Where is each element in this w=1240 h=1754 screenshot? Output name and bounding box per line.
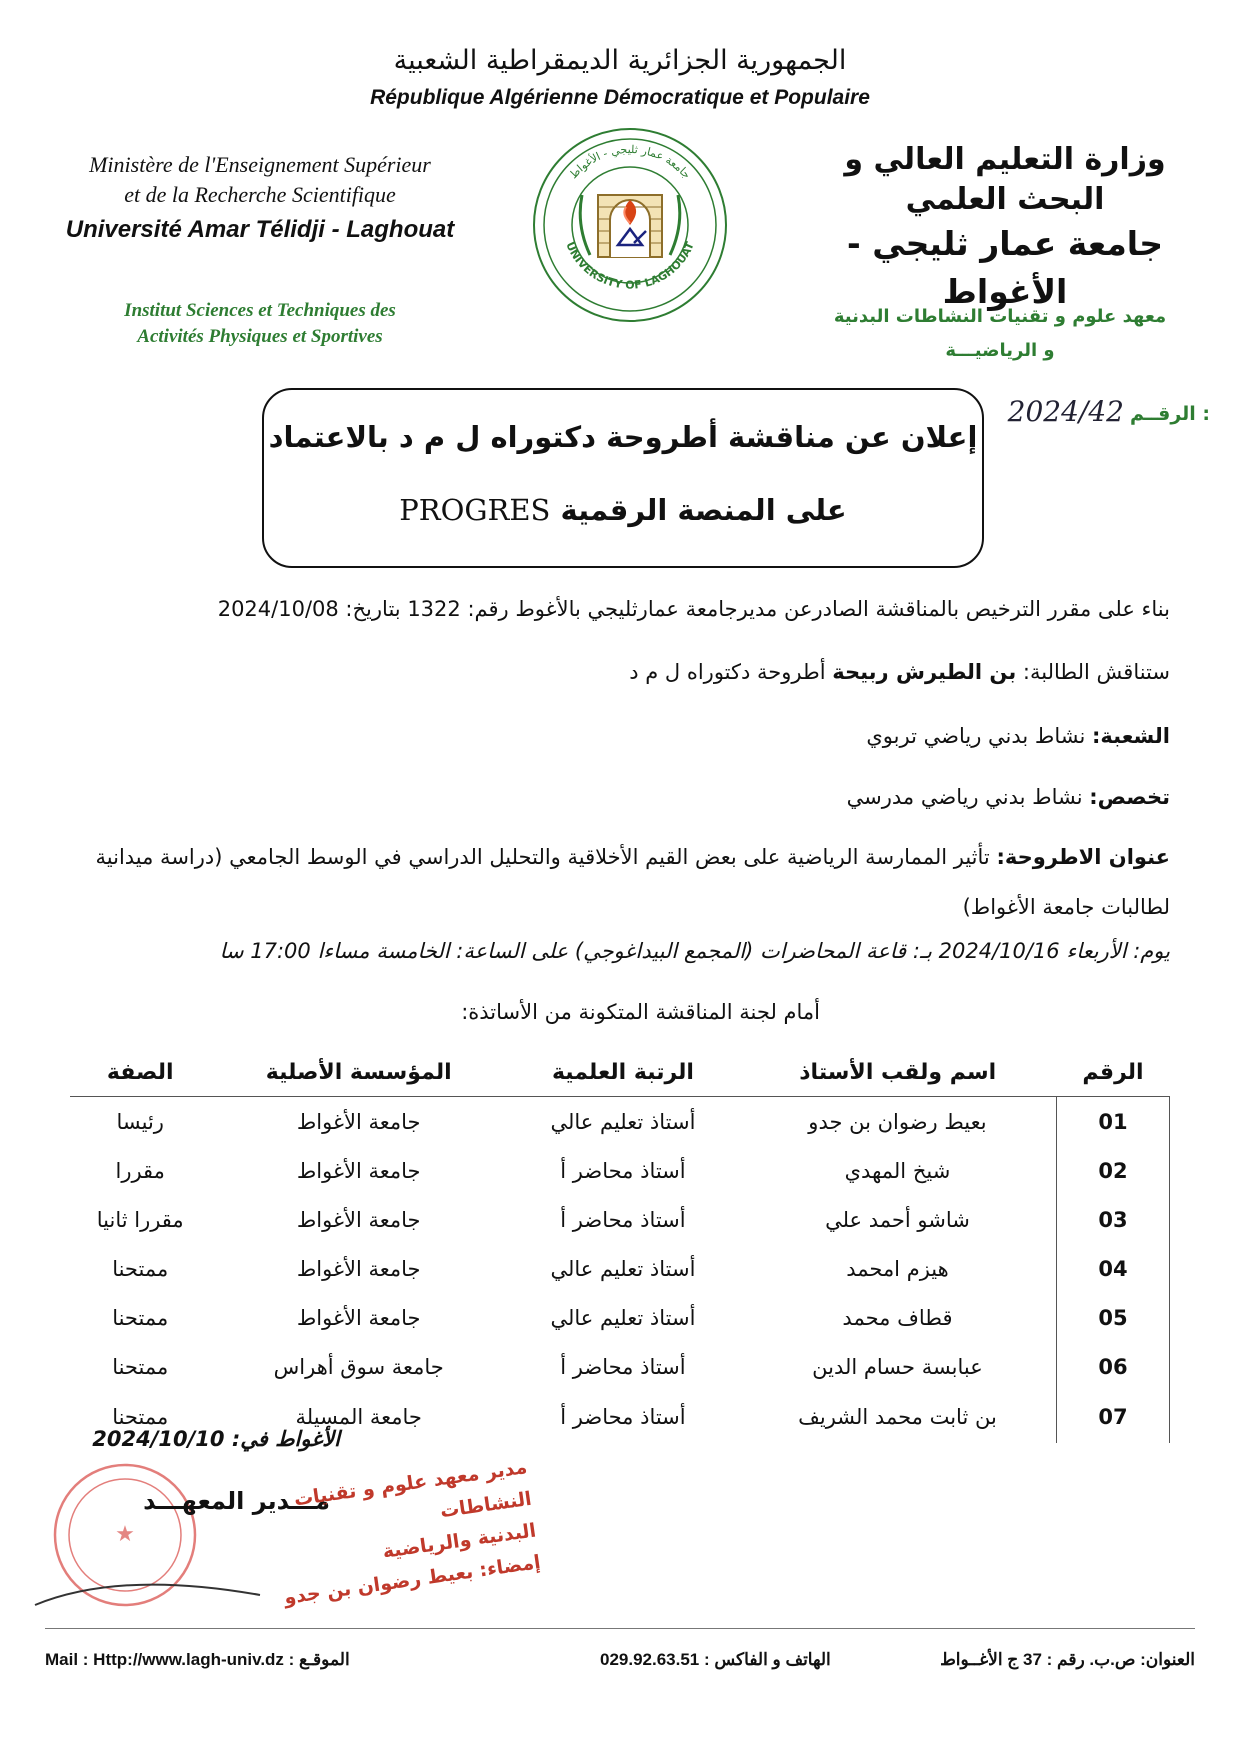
cell-institution: جامعة الأغواط bbox=[296, 1158, 421, 1183]
thesis-value: تأثير الممارسة الرياضية على بعض القيم الأخلاقية والتحليل الدراسي في الوسط الجامعي (دراسة ميدانية لطالبات جامعة الأغواط) bbox=[95, 845, 1170, 919]
cell-role: مقررا bbox=[115, 1158, 165, 1183]
student-paragraph bbox=[60, 656, 1170, 688]
director-title: مـــدير المعهـــد bbox=[143, 1487, 330, 1515]
cell-role: ممتحنا bbox=[112, 1256, 169, 1281]
cell-role: ممتحنا bbox=[112, 1354, 169, 1379]
place-and-date: الأغواط في: 2024/10/10 bbox=[92, 1427, 340, 1451]
university-name-fr: Université Amar Télidji - Laghouat bbox=[65, 216, 455, 243]
table-row bbox=[70, 1195, 1170, 1244]
footer-divider bbox=[45, 1628, 1195, 1629]
cell-rank: أستاذ محاضر أ bbox=[560, 1158, 686, 1183]
cell-number: 06 bbox=[1057, 1342, 1170, 1391]
cell-institution: جامعة سوق أهراس bbox=[273, 1354, 444, 1379]
reference-label: الرقــم : bbox=[1129, 403, 1210, 425]
cell-number: 07 bbox=[1057, 1391, 1170, 1443]
branch-label: الشعبة: bbox=[1091, 724, 1170, 748]
footer-address: العنوان: ص.ب. رقم : 37 ج الأغــواط bbox=[940, 1650, 1195, 1669]
institute-name-fr bbox=[40, 298, 480, 350]
university-seal-icon bbox=[530, 125, 730, 325]
cell-name: قطاف محمد bbox=[842, 1305, 953, 1330]
student-prefix: ستناقش الطالبة: bbox=[1022, 660, 1170, 684]
cell-name: شيخ المهدي bbox=[844, 1158, 951, 1183]
announcement-title-platform-name: PROGRES bbox=[399, 493, 551, 527]
cell-institution: جامعة الأغواط bbox=[296, 1207, 421, 1232]
cell-number: 04 bbox=[1057, 1244, 1170, 1293]
institute-line-2: Activités Physiques et Sportives bbox=[137, 326, 383, 347]
cell-institution: جامعة الأغواط bbox=[296, 1256, 421, 1281]
cell-name: هيزم امحمد bbox=[846, 1256, 949, 1281]
table-row bbox=[70, 1342, 1170, 1391]
table-row bbox=[70, 1146, 1170, 1195]
thesis-label: عنوان الاطروحة: bbox=[996, 845, 1170, 869]
jury-table-header-row bbox=[70, 1048, 1170, 1097]
cell-rank: أستاذ محاضر أ bbox=[560, 1354, 686, 1379]
ministry-name-ar: وزارة التعليم العالي و البحث العلمي bbox=[844, 142, 1166, 217]
footer-phone: الهاتف و الفاكس : 029.92.63.51 bbox=[600, 1650, 831, 1669]
stamp-text bbox=[247, 1451, 542, 1617]
cell-role: ممتحنا bbox=[112, 1305, 169, 1330]
jury-table bbox=[70, 1048, 1170, 1443]
official-stamp-icon bbox=[30, 1455, 270, 1615]
stamp-line-3: إمضاء: بعيط رضوان بن جدو bbox=[282, 1551, 542, 1609]
ministry-block-ar bbox=[820, 140, 1190, 316]
cell-rank: أستاذ محاضر أ bbox=[560, 1405, 686, 1429]
header-role: الصفة bbox=[70, 1048, 210, 1097]
table-row bbox=[70, 1293, 1170, 1342]
footer-website[interactable]: Mail : Http://www.lagh-univ.dz : الموقـع bbox=[45, 1650, 350, 1669]
cell-rank: أستاذ تعليم عالي bbox=[550, 1305, 696, 1330]
university-name-ar: جامعة عمار ثليجي - الأغواط bbox=[847, 224, 1163, 311]
institute-ar-line-1: معهد علوم و تقنيات النشاطات البدنية bbox=[833, 306, 1167, 327]
announcement-title-platform-ar: على المنصة الرقمية bbox=[560, 493, 847, 527]
student-suffix: أطروحة دكتوراه ل م د bbox=[629, 660, 826, 684]
table-row bbox=[70, 1244, 1170, 1293]
table-row bbox=[70, 1097, 1170, 1147]
cell-institution: جامعة الأغواط bbox=[296, 1305, 421, 1330]
defense-date-paragraph: يوم: الأربعاء 2024/10/16 بـ: قاعة المحاضرات (المجمع البيداغوجي) على الساعة: الخامسة مساءا 17:00 سا bbox=[219, 939, 1170, 963]
footer bbox=[45, 1640, 1195, 1674]
cell-number: 02 bbox=[1057, 1146, 1170, 1195]
speciality-value: نشاط بدني رياضي مدرسي bbox=[846, 785, 1083, 809]
cell-role: ممتحنا bbox=[112, 1405, 169, 1429]
speciality-paragraph bbox=[60, 781, 1170, 813]
header-number: الرقم bbox=[1057, 1048, 1170, 1097]
header-arabic-title: الجمهورية الجزائرية الديمقراطية الشعبية bbox=[393, 45, 847, 76]
cell-name: شاشو أحمد علي bbox=[825, 1207, 970, 1232]
cell-number: 05 bbox=[1057, 1293, 1170, 1342]
cell-rank: أستاذ تعليم عالي bbox=[550, 1256, 696, 1281]
header-french-title: République Algérienne Démocratique et Populaire bbox=[370, 86, 870, 109]
decision-paragraph: بناء على مقرر الترخيص بالمناقشة الصادرعن مديرجامعة عمارثليجي بالأغوط رقم: 1322 بتاريخ: 2024/10/08 bbox=[217, 597, 1170, 621]
cell-name: عبابسة حسام الدين bbox=[812, 1354, 983, 1379]
ministry-line-2: et de la Recherche Scientifique bbox=[124, 182, 396, 207]
cell-number: 01 bbox=[1057, 1097, 1170, 1147]
ministry-block-fr bbox=[40, 150, 480, 244]
branch-value: نشاط بدني رياضي تربوي bbox=[866, 724, 1086, 748]
reference-value: 2024/42 bbox=[1007, 395, 1124, 428]
announcement-title-line-1: إعلان عن مناقشة أطروحة دكتوراه ل م د بالاعتماد bbox=[268, 420, 978, 454]
student-name: بن الطيرش ربيحة bbox=[832, 660, 1017, 684]
cell-role: مقررا ثانيا bbox=[96, 1207, 184, 1232]
stamp-line-1: مدير معهد علوم و تقنيات النشاطات bbox=[292, 1456, 533, 1523]
institute-line-1: Institut Sciences et Techniques des bbox=[124, 300, 396, 321]
announcement-title-line-2 bbox=[264, 493, 982, 527]
jury-intro: أمام لجنة المناقشة المتكونة من الأساتذة: bbox=[461, 1000, 820, 1024]
thesis-title-paragraph bbox=[60, 832, 1170, 932]
institute-name-ar bbox=[820, 300, 1180, 368]
header-institution: المؤسسة الأصلية bbox=[210, 1048, 507, 1097]
cell-institution: جامعة المسيلة bbox=[295, 1405, 422, 1429]
branch-paragraph bbox=[60, 720, 1170, 752]
ministry-line-1: Ministère de l'Enseignement Supérieur bbox=[89, 152, 431, 177]
cell-rank: أستاذ تعليم عالي bbox=[550, 1109, 696, 1134]
announcement-title-box bbox=[262, 388, 984, 568]
header-rank: الرتبة العلمية bbox=[507, 1048, 739, 1097]
seal-ar-text: جامعة عمار ثليجي - الأغواط bbox=[566, 142, 694, 182]
header-name: اسم ولقب الأستاذ bbox=[739, 1048, 1057, 1097]
cell-role: رئيسا bbox=[116, 1109, 164, 1134]
cell-number: 03 bbox=[1057, 1195, 1170, 1244]
cell-name: بن ثابت محمد الشريف bbox=[798, 1405, 997, 1429]
cell-rank: أستاذ محاضر أ bbox=[560, 1207, 686, 1232]
seal-en-text: UNIVERSITY OF LAGHOUAT bbox=[563, 239, 697, 292]
cell-name: بعيط رضوان بن جدو bbox=[808, 1109, 987, 1134]
stamp-line-2: البدنية والرياضية bbox=[381, 1519, 538, 1563]
cell-institution: جامعة الأغواط bbox=[296, 1109, 421, 1134]
svg-text:★: ★ bbox=[115, 1522, 135, 1547]
speciality-label: تخصص: bbox=[1089, 785, 1170, 809]
institute-ar-line-2: و الرياضيـــة bbox=[945, 340, 1055, 361]
